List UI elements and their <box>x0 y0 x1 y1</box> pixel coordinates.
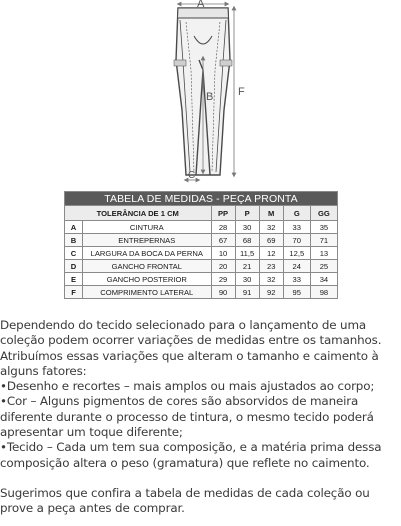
cell-value: 67 <box>211 234 235 247</box>
row-measure-name: ENTREPERNAS <box>83 234 211 247</box>
cell-value: 23 <box>259 260 283 273</box>
label-f: F <box>238 86 245 98</box>
cell-value: 71 <box>310 234 337 247</box>
row-measure-name: GANCHO POSTERIOR <box>83 273 211 286</box>
row-code: E <box>65 273 83 286</box>
cell-value: 29 <box>211 273 235 286</box>
table-row <box>65 273 338 286</box>
notes-bullet-design: •Desenho e recortes – mais amplos ou mais ajustados ao corpo; <box>0 379 375 394</box>
table-row <box>65 234 338 247</box>
cell-value: 68 <box>235 234 259 247</box>
row-code: D <box>65 260 83 273</box>
row-measure-name: CINTURA <box>83 221 211 234</box>
header-size-p: P <box>235 206 259 221</box>
notes-spacer <box>0 471 401 486</box>
table-title-row <box>65 192 338 206</box>
leggings-diagram <box>0 0 401 186</box>
label-b: B <box>206 91 214 103</box>
notes-intro: Dependendo do tecido selecionado para o lançamento de uma coleção podem ocorrer variações de medidas entre os tamanhos. <box>0 318 382 348</box>
notes-closing: Sugerimos que confira a tabela de medidas de cada coleção ou prove a peça antes de comprar. <box>0 485 370 516</box>
cell-value: 32 <box>259 273 283 286</box>
cell-value: 35 <box>310 221 337 234</box>
size-table <box>64 191 338 299</box>
right-knee-band <box>220 60 232 66</box>
cell-value: 33 <box>283 221 310 234</box>
cell-value: 92 <box>259 286 283 299</box>
table-row <box>65 260 338 273</box>
header-size-m: M <box>259 206 283 221</box>
row-code: A <box>65 221 83 234</box>
row-code: F <box>65 286 83 299</box>
cell-value: 98 <box>310 286 337 299</box>
row-measure-name: GANCHO FRONTAL <box>83 260 211 273</box>
cell-value: 12,5 <box>283 247 310 260</box>
left-knee-band <box>174 60 186 66</box>
row-measure-name: COMPRIMENTO LATERAL <box>83 286 211 299</box>
label-c: C <box>188 170 196 181</box>
header-tolerance: TOLERÂNCIA DE 1 CM <box>65 206 212 221</box>
label-a: A <box>197 0 205 10</box>
table-row <box>65 286 338 299</box>
header-size-pp: PP <box>211 206 235 221</box>
table-row <box>65 221 338 234</box>
header-size-g: G <box>283 206 310 221</box>
cell-value: 32 <box>259 221 283 234</box>
cell-value: 30 <box>235 273 259 286</box>
cell-value: 11,5 <box>235 247 259 260</box>
cell-value: 13 <box>310 247 337 260</box>
notes-reasons-intro: Atribuímos essas variações que alteram o tamanho e caimento à alguns fatores: <box>0 348 379 378</box>
row-code: C <box>65 247 83 260</box>
cell-value: 95 <box>283 286 310 299</box>
notes-bullet-fabric: •Tecido – Cada um tem sua composição, e a matéria prima dessa composição altera o peso (gramatura) que reflete no caimento. <box>0 440 382 470</box>
cell-value: 25 <box>310 260 337 273</box>
cell-value: 24 <box>283 260 310 273</box>
table-title: TABELA DE MEDIDAS - PEÇA PRONTA <box>65 192 338 206</box>
cell-value: 33 <box>283 273 310 286</box>
cell-value: 90 <box>211 286 235 299</box>
table-header-row <box>65 206 338 221</box>
header-size-gg: GG <box>310 206 337 221</box>
cell-value: 10 <box>211 247 235 260</box>
cell-value: 12 <box>259 247 283 260</box>
row-measure-name: LARGURA DA BOCA DA PERNA <box>83 247 211 260</box>
cell-value: 34 <box>310 273 337 286</box>
cell-value: 30 <box>235 221 259 234</box>
cell-value: 91 <box>235 286 259 299</box>
cell-value: 70 <box>283 234 310 247</box>
fit-notes <box>0 318 401 517</box>
row-code: B <box>65 234 83 247</box>
cell-value: 69 <box>259 234 283 247</box>
cell-value: 20 <box>211 260 235 273</box>
notes-bullet-color: •Cor – Alguns pigmentos de cores são absorvidos de maneira diferente durante o processo de tintura, o mesmo tecido poderá apresentar um toque diferente; <box>0 394 374 440</box>
table-row <box>65 247 338 260</box>
cell-value: 21 <box>235 260 259 273</box>
cell-value: 28 <box>211 221 235 234</box>
